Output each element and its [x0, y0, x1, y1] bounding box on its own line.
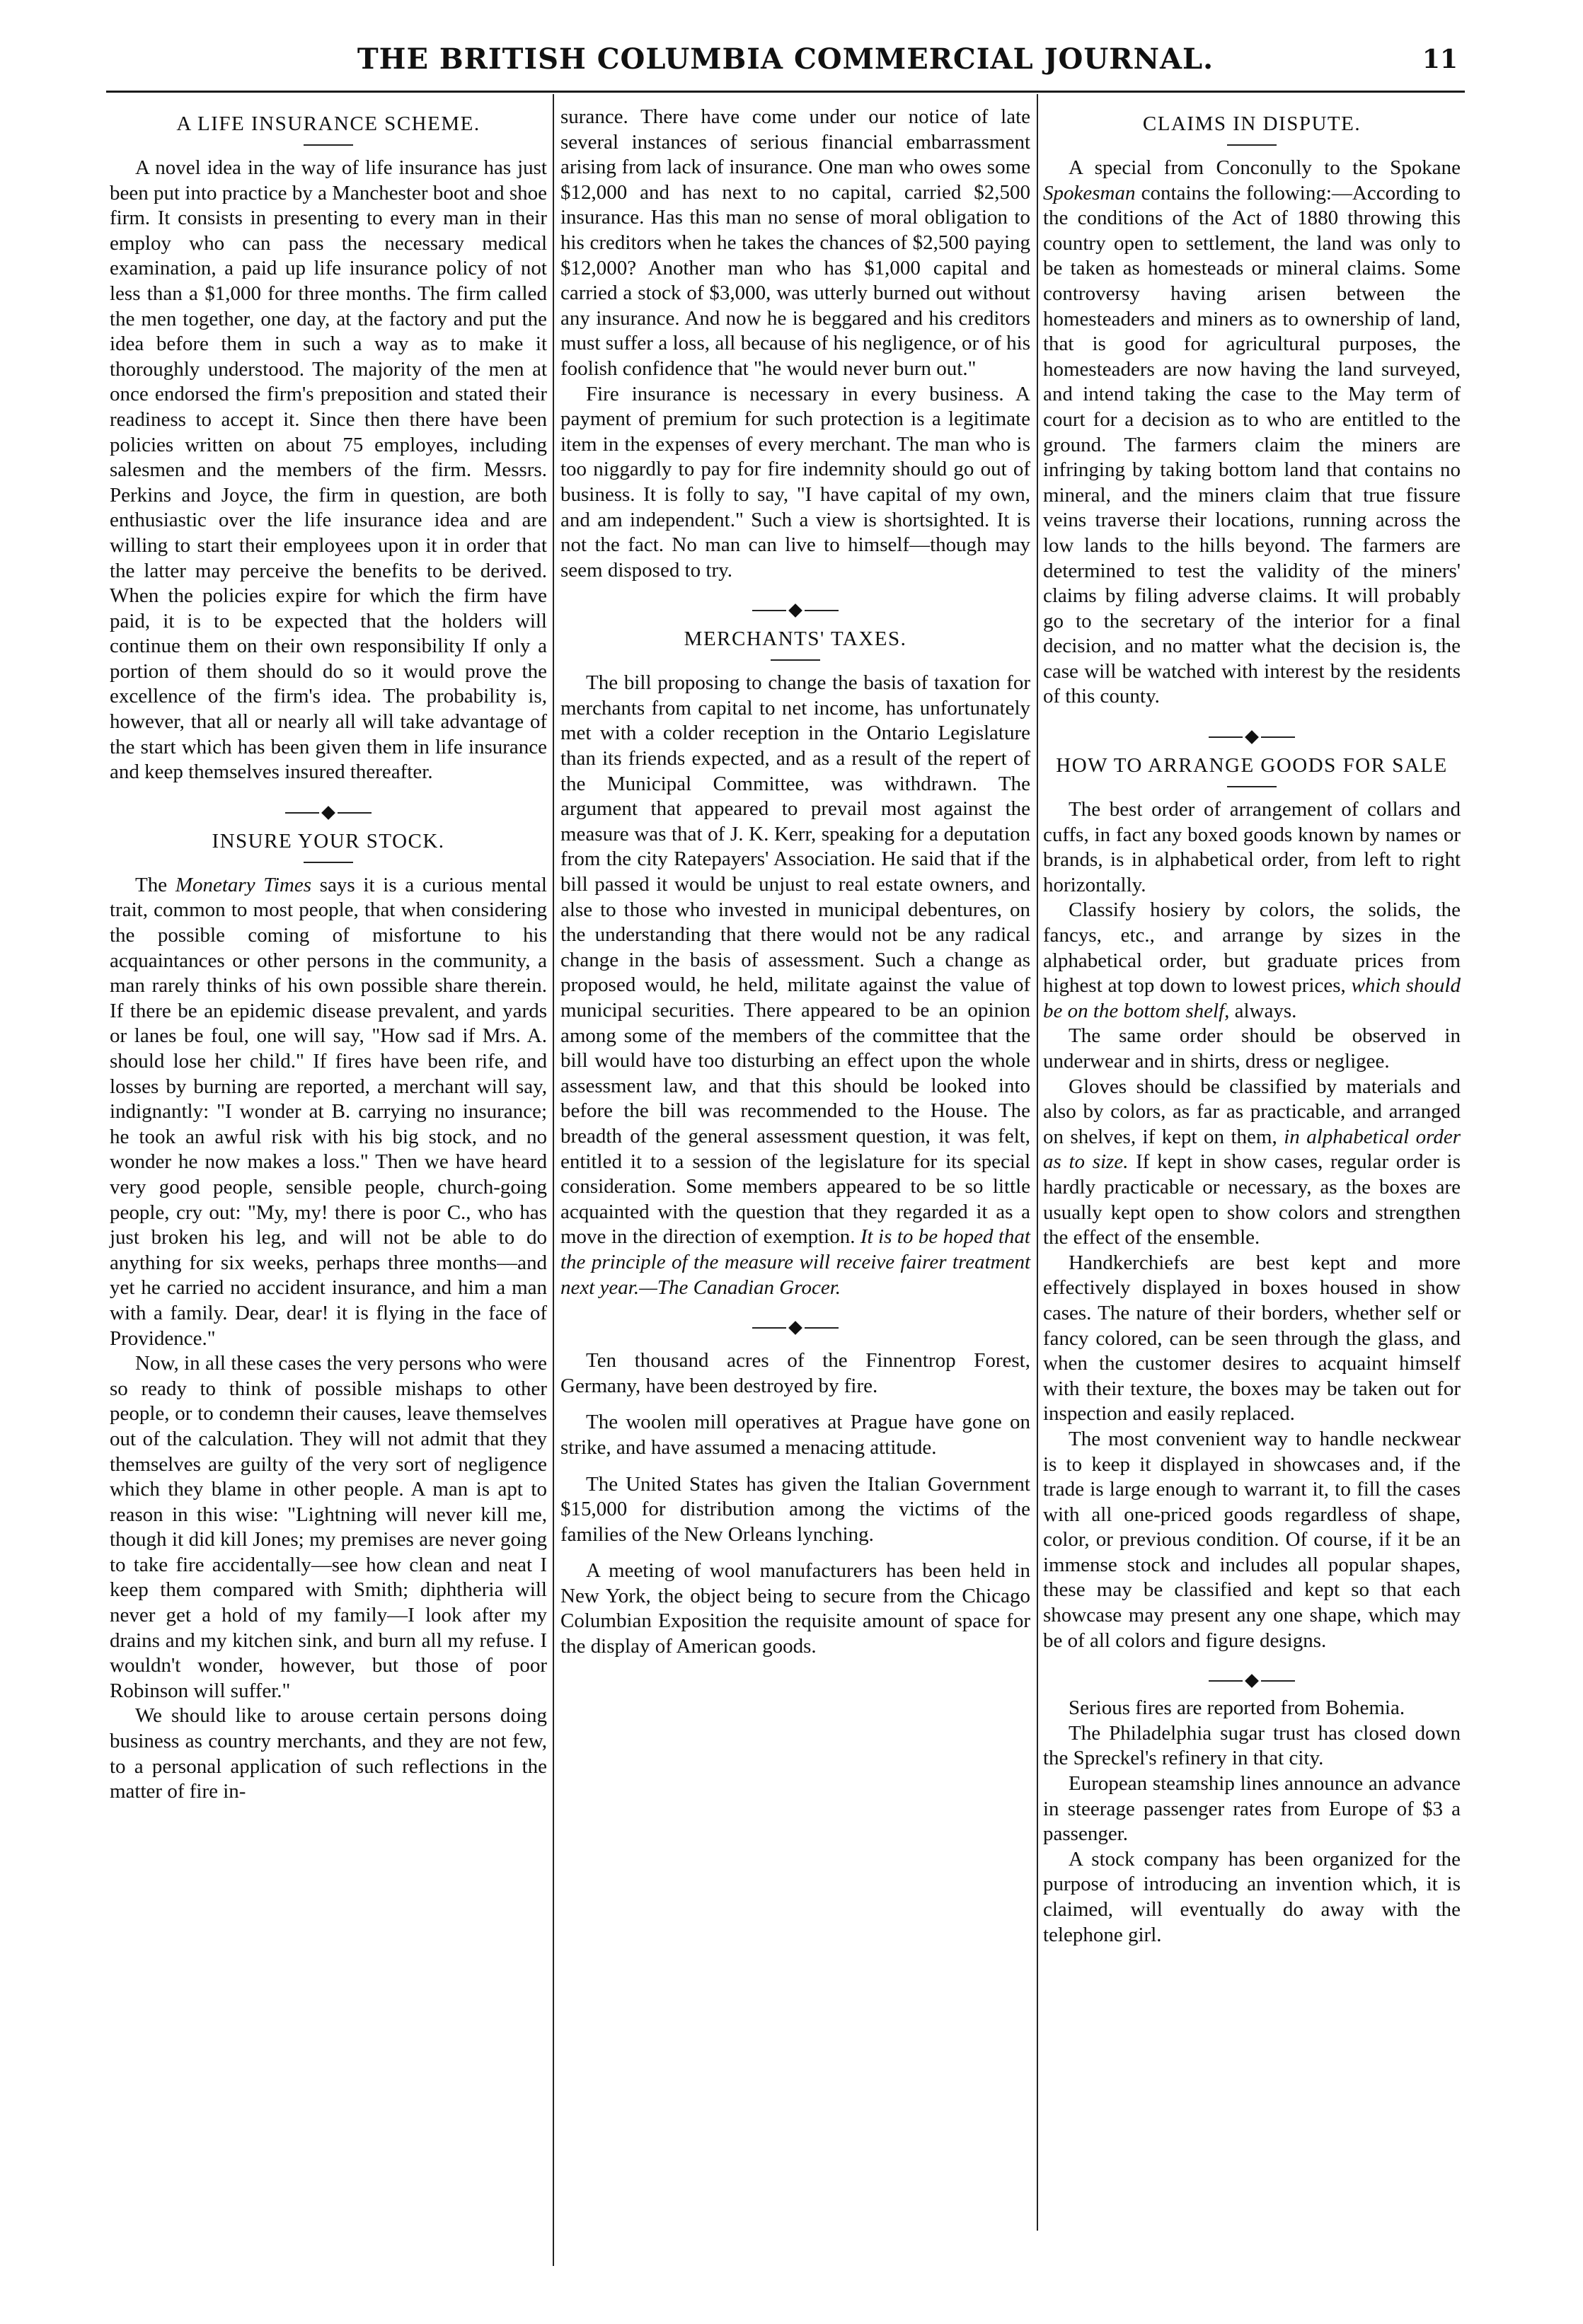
news-note: European steamship lines announce an advance in steerage passenger rates from Europe of $3 a passenger. — [1043, 1772, 1461, 1846]
article-paragraph: Classify hosiery by colors, the solids, the fancys, etc., and arrange by sizes in the alphabetical order, but graduate prices from highest at top down to lowest prices, which should be on the bottom shelf, always. — [1043, 898, 1461, 1022]
column-3 — [1043, 105, 1461, 1948]
section-ornament — [560, 1316, 1030, 1337]
news-note: Serious fires are reported from Bohemia. — [1069, 1696, 1405, 1720]
news-note: The woolen mill operatives at Prague have gone on strike, and have assumed a menacing attitude. — [560, 1411, 1030, 1459]
section-ornament — [1043, 1669, 1461, 1690]
article-paragraph: The most convenient way to handle neckwear is to keep it displayed in showcases and, if the trade is large enough to warrant it, to fill the cases with all one-priced goods regardless of shape, color, or previous condition. Of course, if it be an immense stock and includes all popular shapes, these may be classified and kept so that each showcase may present any one shape, which may be of all colors and figure designs. — [1043, 1427, 1461, 1652]
news-note: A meeting of wool manufacturers has been held in New York, the object being to secure from the Chicago Columbian Exposition the requisite amount of space for the display of American goods. — [560, 1559, 1030, 1658]
article-title-merchants-taxes: MERCHANTS' TAXES. — [684, 628, 907, 651]
article-paragraph: We should like to arouse certain persons doing business as country merchants, and they are not few, to a personal application of such reflections in the matter of fire in- — [110, 1704, 547, 1803]
column-rule-2 — [1037, 94, 1038, 2231]
publication-name: Monetary Times — [175, 873, 311, 896]
news-note: The Philadelphia sugar trust has closed down the Spreckel's refinery in that city. — [1043, 1721, 1461, 1770]
article-paragraph: surance. There have come under our notice of late several instances of serious financial embarrassment arising from lack of insurance. One man who owes some $12,000 and has next to no capital, carried $2,500 insurance. Has this man no sense of moral obligation to his creditors when he takes the chances of $2,500 paying $12,000? Another man who has $1,000 capital and carried a stock of $3,000, was utterly burned out without any insurance. And now he is beggared and his creditors must suffer a loss, all because of his negligence, or of his foolish confidence that "he would never burn out." — [560, 105, 1030, 380]
masthead — [106, 38, 1465, 88]
news-note: The United States has given the Italian Government $15,000 for distribution among the victims of the families of the New Orleans lynching. — [560, 1472, 1030, 1546]
italic-quote: It is to be hoped that the principle of the measure will receive fairer treatment next year.—The Canadian Grocer. — [560, 1225, 1030, 1299]
article-title-insure-stock: INSURE YOUR STOCK. — [212, 829, 445, 852]
masthead-rule — [106, 91, 1465, 93]
title-underline — [304, 862, 353, 863]
column-rule-1 — [553, 94, 554, 2266]
article-title-claims: CLAIMS IN DISPUTE. — [1142, 112, 1362, 135]
title-underline — [1227, 144, 1277, 146]
article-paragraph: Gloves should be classified by materials and also by colors, as far as practicable, and arranged on shelves, if kept on them, in alphabetical order as to size. If kept in show cases, regular order is hardly practicable or necessary, as the boxes are usually kept open to show colors and strengthen the effect of the ensemble. — [1043, 1075, 1461, 1249]
article-paragraph: A special from Conconully to the Spokane Spokesman contains the following:—According to the conditions of the Act of 1880 throwing this country open to settlement, the land was only to be taken as homesteads or mineral claims. Some controversy having arisen between the homesteaders and miners as to ownership of land, that is good for agricultural purposes, the homesteaders are now having the land surveyed, and intend taking the case to the May term of court for a decision as to who are entitled to the ground. The farmers claim the miners are infringing by taking bottom land that contains no mineral, and the miners claim that true fissure veins traverse their locations, running across the low lands to the hills beyond. The farmers are determined to test the validity of the miners' claims by filing adverse claims. It will probably go to the secretary of the interior for a final decision, and no matter what the decision is, the case will be watched with interest by the residents of this county. — [1043, 156, 1461, 708]
section-ornament — [1043, 725, 1461, 746]
article-paragraph: A novel idea in the way of life insurance has just been put into practice by a Manchester boot and shoe firm. It consists in presenting to every man in their employ who can pass the necessary medical examination, a paid up life insurance policy of not less than a $1,000 for three months. The firm called the men together, one day, at the factory and put the idea before them in such a way as to make it thoroughly understood. The majority of the men at once endorsed the firm's preposition and stated their readiness to accept it. Since then there have been policies written on about 75 employes, including salesmen and the members of the firm. Messrs. Perkins and Joyce, the firm in question, are both enthusiastic over the life insurance idea and are willing to start their employees upon it in order that the latter may perceive the benefits to be derived. When the policies expire for which the firm have paid, it is to be expected that the holders will continue them on their own responsibility If only a portion of them should do so it would prove the excellence of the firm's idea. The probability is, however, that all or nearly all will take advantage of the start which has been given them in life insurance and keep themselves insured thereafter. — [110, 156, 547, 784]
article-paragraph: Handkerchiefs are best kept and more effectively displayed in boxes housed in show cases. The nature of their borders, whether self or fancy colored, can be seen through the glass, and when the customer desires to acquaint himself with their texture, the boxes may be taken out for inspection and easily replaced. — [1043, 1251, 1461, 1426]
title-underline — [771, 659, 820, 661]
journal-title: THE BRITISH COLUMBIA COMMERCIAL JOURNAL. — [357, 42, 1214, 76]
article-paragraph: The Monetary Times says it is a curious mental trait, common to most people, that when considering the possible coming of misfortune to his acquaintances or other persons in the community, a man rarely thinks of his own possible share therein. If there be an epidemic disease prevalent, and yards or lanes be foul, one will say, "How sad if Mrs. A. should lose her child." If fires have been rife, and losses by burning are reported, a merchant will say, indignantly: "I wonder at B. carrying no insurance; he took an awful risk with his big stock, and no wonder he now makes a loss." Then we have heard very good people, sensible people, church-going people, cry out: "My, my! there is poor C., who has just broken his leg, and will not be able to do anything for six weeks, perhaps three months—and yet he carried no accident insurance, and him a man with a family. Dear, dear! it is flying in the face of Providence." — [110, 873, 547, 1350]
news-note: Ten thousand acres of the Finnentrop Forest, Germany, have been destroyed by fire. — [560, 1349, 1030, 1397]
page-number: 11 — [1422, 45, 1458, 74]
article-paragraph: The same order should be observed in underwear and in shirts, dress or negligee. — [1043, 1024, 1461, 1073]
title-underline — [1227, 786, 1277, 787]
article-title-life-insurance: A LIFE INSURANCE SCHEME. — [176, 112, 480, 135]
section-ornament — [110, 801, 547, 822]
column-2 — [560, 105, 1030, 1660]
news-note: A stock company has been organized for the purpose of introducing an invention which, it is claimed, will eventually do away with the telephone girl. — [1043, 1847, 1461, 1946]
title-underline — [304, 144, 353, 146]
article-paragraph: The bill proposing to change the basis of taxation for merchants from capital to net income, has unfortunately met with a colder reception in the Ontario Legislature than its friends expected, and as a result of the repert of the Municipal Committee, was withdrawn. The argument that appeared to prevail most against the measure was that of J. K. Kerr, speaking for a deputation from the city Ratepayers' Association. He said that if the bill passed it would be unjust to real estate owners, and alse to those who invested in municipal debentures, on the understanding that there would not be any radical change in the basis of assessment. Such a change as proposed would, he held, militate against the value of municipal securities. There appeared to be an opinion among some of the members of the committee that the bill would have too disturbing an effect upon the whole assessment law, and that this should be looked into before the bill was recommended to the House. The breadth of the general assessment question, it was felt, entitled it to a session of the legislature for its special consideration. Some members appeared to be so little acquainted with the question that they regarded it as a move in the direction of exemption. It is to be hoped that the principle of the measure will receive fairer treatment next year.—The Canadian Grocer. — [560, 671, 1030, 1299]
publication-name: Spokesman — [1043, 181, 1136, 204]
article-paragraph: Fire insurance is necessary in every business. A payment of premium for such protection is a legitimate item in the expenses of every merchant. The man who is too niggardly to pay for fire indemnity should go out of business. It is folly to say, "I have capital of my own, and am independent." Such a view is shortsighted. It is not the fact. No man can live to himself—though may seem disposed to try. — [560, 382, 1030, 582]
article-paragraph: Now, in all these cases the very persons who were so ready to think of possible mishaps to other people, or to condemn their causes, leave themselves out of the calculation. They will not admit that they themselves are guilty of the very sort of negligence which they blame in other people. A man is apt to reason in this wise: "Lightning will never kill me, though it did kill Jones; my premises are never going to take fire accidentally—see how clean and neat I keep them compared with Smith; diphtheria will never get a hold of my family—I look after my drains and my kitchen sink, and burn all my refuse. I wouldn't wonder, however, but those of poor Robinson will suffer." — [110, 1352, 547, 1702]
column-1 — [110, 105, 547, 1805]
article-title-arrange-goods: HOW TO ARRANGE GOODS FOR SALE — [1056, 754, 1448, 777]
article-paragraph: The best order of arrangement of collars and cuffs, in fact any boxed goods known by names or brands, is in alphabetical order, from left to right horizontally. — [1043, 798, 1461, 896]
section-ornament — [560, 599, 1030, 620]
